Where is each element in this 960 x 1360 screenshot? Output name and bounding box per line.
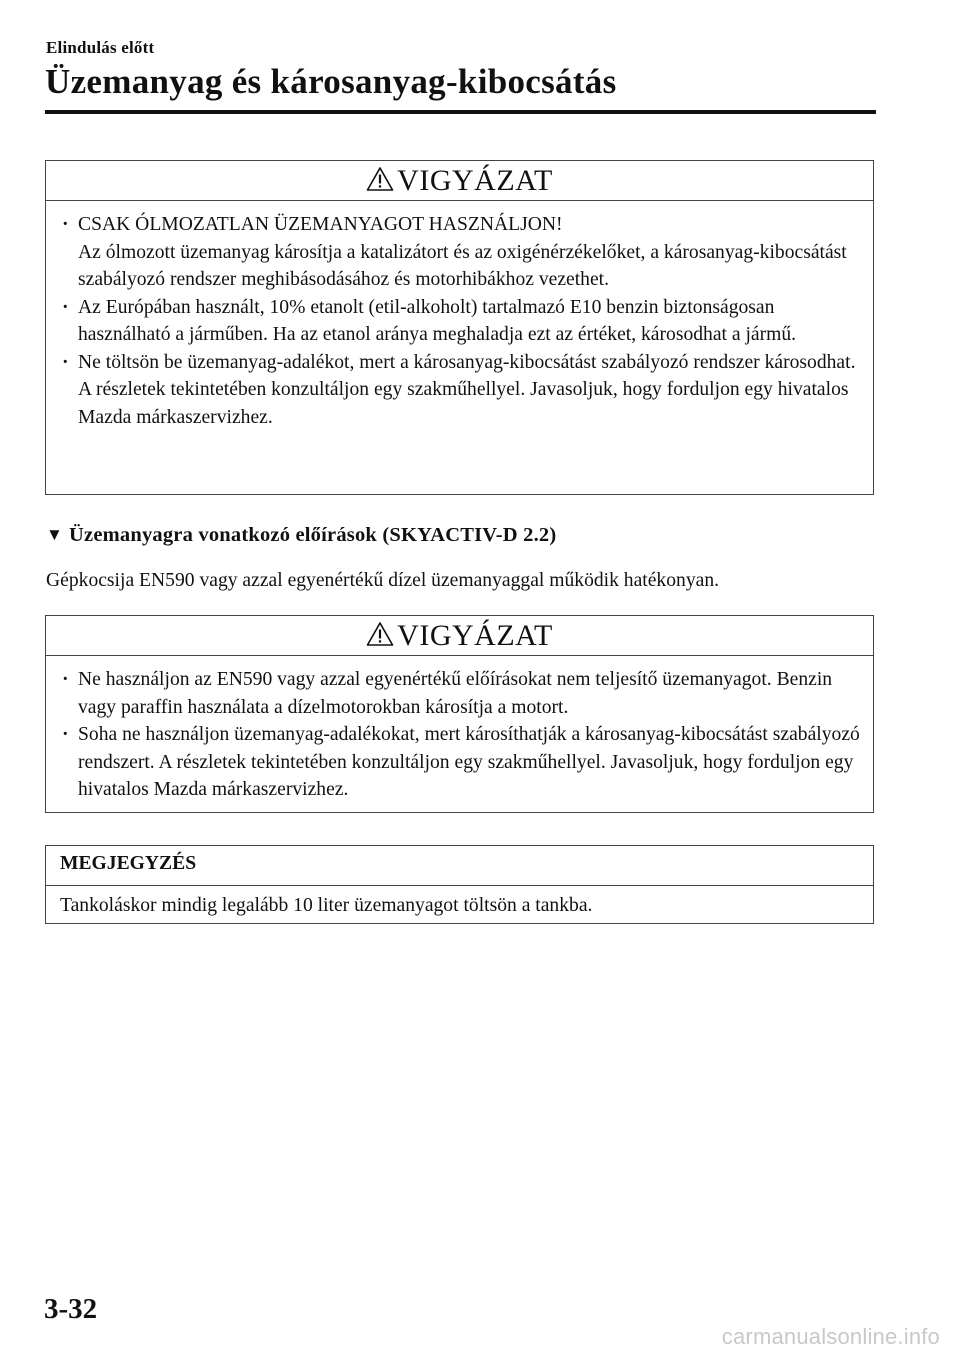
page-number: 3-32 [44, 1293, 98, 1325]
caution-item [60, 211, 861, 294]
caution-box-1 [45, 160, 874, 495]
caution-item-detail: Az ólmozott üzemanyag károsítja a katalizátort és az oxigénérzékelőket, a károsanyag-kibocsátást szabályozó rendszer meghibásodásához és motorhibákhoz vezethet. [78, 241, 847, 290]
sub-heading-text: Üzemanyagra vonatkozó előírások (SKYACTIV-D 2.2) [69, 524, 557, 546]
note-text: Tankoláskor mindig legalább 10 liter üzemanyagot töltsön a tankba. [60, 895, 593, 916]
caution-header-1 [46, 161, 873, 201]
note-label: MEGJEGYZÉS [46, 846, 873, 886]
section-label: Elindulás előtt [46, 38, 155, 57]
title-rule [45, 110, 876, 114]
watermark: carmanualsonline.info [721, 1324, 940, 1349]
caution-item-text: CSAK ÓLMOZATLAN ÜZEMANYAGOT HASZNÁLJON! [78, 214, 563, 235]
sub-heading [46, 524, 556, 547]
caution-header-2 [46, 616, 873, 656]
note-box [45, 845, 874, 924]
triangle-down-icon: ▼ [46, 525, 64, 544]
caution-label: VIGYÁZAT [397, 163, 553, 197]
page-title: Üzemanyag és károsanyag-kibocsátás [45, 62, 617, 101]
caution-item: · Soha ne használjon üzemanyag-adalékokat, mert károsíthatják a károsanyag-kibocsátást szabályozó rendszert. A részletek tekintetében konzultáljon egy szakműhellyel. Javasoljuk, hogy forduljon egy hivatalos Mazda márkaszervizhez. [60, 721, 861, 804]
warning-triangle-icon [366, 621, 394, 647]
caution-label: VIGYÁZAT [397, 618, 553, 652]
caution-list-2 [46, 656, 873, 816]
body-paragraph: Gépkocsija EN590 vagy azzal egyenértékű dízel üzemanyaggal működik hatékonyan. [46, 570, 720, 591]
caution-item: · Ne használjon az EN590 vagy azzal egyenértékű előírásokat nem teljesítő üzemanyagot. Benzin vagy paraffin használata a dízelmotorokban károsítja a motort. [60, 666, 861, 721]
warning-triangle-icon [366, 166, 394, 192]
caution-item: · Ne töltsön be üzemanyag-adalékot, mert a károsanyag-kibocsátást szabályozó rendszer károsodhat. A részletek tekintetében konzultáljon egy szakműhellyel. Javasoljuk, hogy forduljon egy hivatalos Mazda márkaszervizhez. [60, 349, 861, 432]
caution-box-2 [45, 615, 874, 813]
caution-item: · Az Európában használt, 10% etanolt (etil-alkoholt) tartalmazó E10 benzin biztonságosan használható a járműben. Ha az etanol aránya meghaladja ezt az értéket, károsodhat a jármű. [60, 294, 861, 349]
caution-list-1 [46, 201, 873, 443]
